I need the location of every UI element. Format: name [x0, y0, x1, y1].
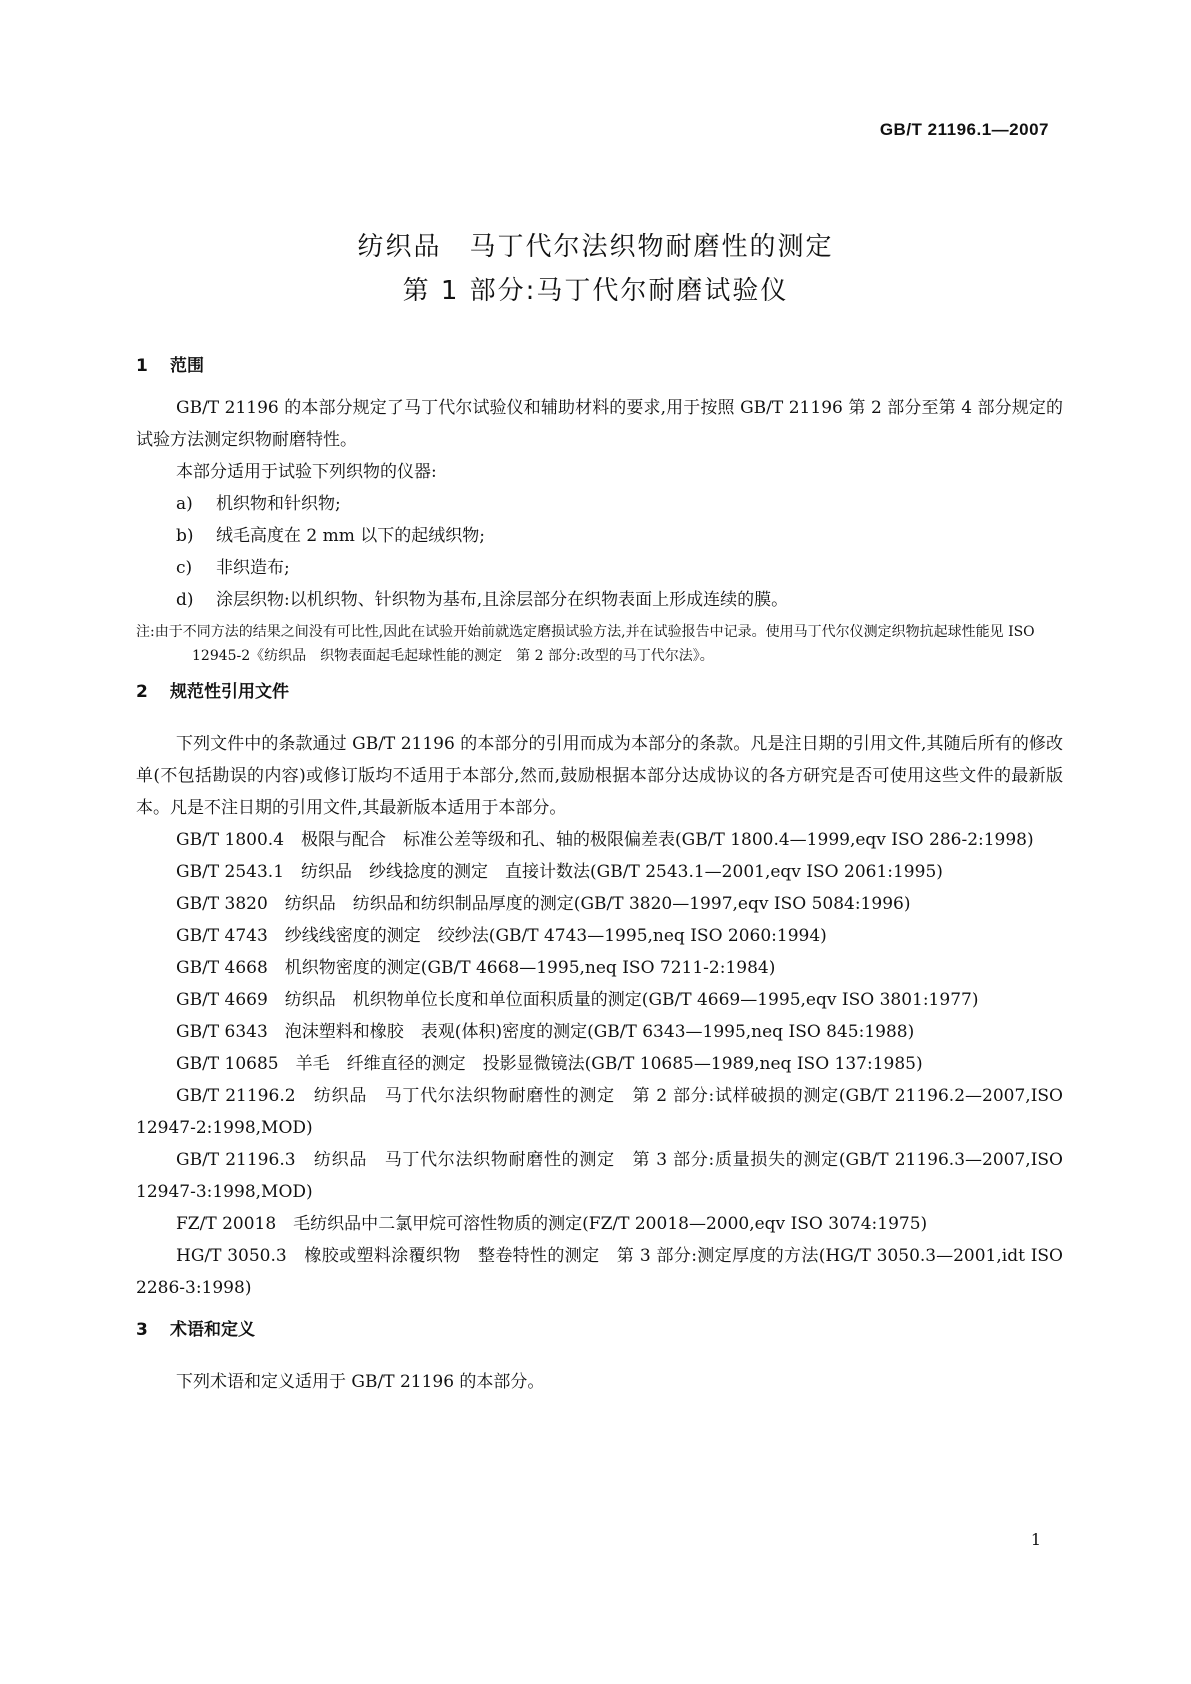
reference-item: GB/T 4668 机织物密度的测定(GB/T 4668—1995,neq ISO 7211-2:1984) — [176, 958, 776, 978]
page-number: 1 — [1030, 1530, 1041, 1549]
section-heading-3 — [136, 1314, 1063, 1346]
reference-item: GB/T 6343 泡沫塑料和橡胶 表观(体积)密度的测定(GB/T 6343—1995,neq ISO 845:1988) — [176, 1022, 915, 1042]
document-title: 纺织品 马丁代尔法织物耐磨性的测定 — [357, 232, 834, 262]
standard-code: GB/T 21196.1—2007 — [879, 120, 1049, 139]
section-title: 范围 — [170, 356, 204, 376]
terms-paragraph: 下列术语和定义适用于 GB/T 21196 的本部分。 — [176, 1372, 545, 1392]
reference-item: FZ/T 20018 毛纺织品中二氯甲烷可溶性物质的测定(FZ/T 20018—2000,eqv ISO 3074:1975) — [176, 1214, 928, 1234]
document-subtitle: 第 1 部分:马丁代尔耐磨试验仪 — [402, 276, 789, 306]
reference-item: GB/T 4669 纺织品 机织物单位长度和单位面积质量的测定(GB/T 4669—1995,eqv ISO 3801:1977) — [176, 990, 979, 1010]
list-item: d) 涂层织物:以机织物、针织物为基布,且涂层部分在织物表面上形成连续的膜。 — [176, 590, 789, 610]
list-item: c) 非织造布; — [176, 558, 290, 578]
reference-item: GB/T 2543.1 纺织品 纱线捻度的测定 直接计数法(GB/T 2543.1—2001,eqv ISO 2061:1995) — [176, 862, 943, 882]
scope-paragraph: GB/T 21196 的本部分规定了马丁代尔试验仪和辅助材料的要求,用于按照 GB/T 21196 第 2 部分至第 4 部分规定的试验方法测定织物耐磨特性。 — [136, 398, 1063, 450]
section-heading-2 — [136, 676, 1063, 708]
reference-item: HG/T 3050.3 橡胶或塑料涂覆织物 整卷特性的测定 第 3 部分:测定厚度的方法(HG/T 3050.3—2001,idt ISO 2286-3:1998) — [136, 1246, 1063, 1298]
reference-item: GB/T 3820 纺织品 纺织品和纺织制品厚度的测定(GB/T 3820—1997,eqv ISO 5084:1996) — [176, 894, 911, 914]
reference-item: GB/T 10685 羊毛 纤维直径的测定 投影显微镜法(GB/T 10685—1989,neq ISO 137:1985) — [176, 1054, 923, 1074]
reference-item: GB/T 21196.3 纺织品 马丁代尔法织物耐磨性的测定 第 3 部分:质量损失的测定(GB/T 21196.3—2007,ISO 12947-3:1998,MOD) — [136, 1150, 1063, 1202]
section-title: 规范性引用文件 — [170, 682, 289, 702]
section-number: 1 — [136, 356, 148, 376]
scope-applicability: 本部分适用于试验下列织物的仪器: — [176, 462, 437, 482]
reference-item: GB/T 4743 纱线线密度的测定 绞纱法(GB/T 4743—1995,neq ISO 2060:1994) — [176, 926, 827, 946]
section-number: 2 — [136, 682, 148, 702]
list-item: b) 绒毛高度在 2 mm 以下的起绒织物; — [176, 526, 485, 546]
reference-item: GB/T 21196.2 纺织品 马丁代尔法织物耐磨性的测定 第 2 部分:试样破损的测定(GB/T 21196.2—2007,ISO 12947-2:1998,MOD) — [136, 1086, 1063, 1138]
section-heading-1 — [136, 350, 1063, 382]
list-item: a) 机织物和针织物; — [176, 494, 341, 514]
section-title: 术语和定义 — [170, 1320, 255, 1340]
reference-item: GB/T 1800.4 极限与配合 标准公差等级和孔、轴的极限偏差表(GB/T 1800.4—1999,eqv ISO 286-2:1998) — [176, 830, 1034, 850]
section-number: 3 — [136, 1320, 148, 1340]
note: 注:由于不同方法的结果之间没有可比性,因此在试验开始前就选定磨损试验方法,并在试验报告中记录。使用马丁代尔仪测定织物抗起球性能见 ISO 12945-2《纺织品 织物表面起毛起球性能的测定 第 2 部分:改型的马丁代尔法》。 — [136, 624, 1035, 664]
document-body — [136, 350, 1063, 1398]
references-intro: 下列文件中的条款通过 GB/T 21196 的本部分的引用而成为本部分的条款。凡是注日期的引用文件,其随后所有的修改单(不包括勘误的内容)或修订版均不适用于本部分,然而,鼓励根据本部分达成协议的各方研究是否可使用这些文件的最新版本。凡是不注日期的引用文件,其最新版本适用于本部分。 — [136, 734, 1063, 818]
